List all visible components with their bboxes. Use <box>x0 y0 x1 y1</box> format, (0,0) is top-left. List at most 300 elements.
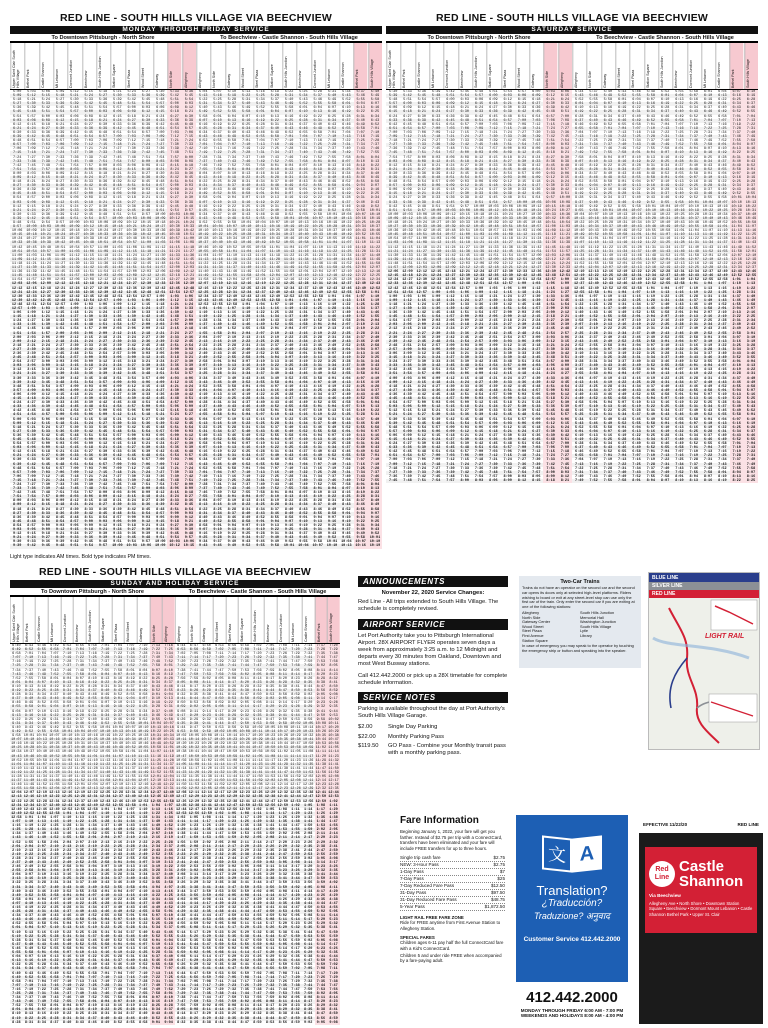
table-row: 5:00 5:03 5:06 5:09 5:12 5:15 5:18 5:21 5:24 5:27 5:30 5:33 5:36 5:04 5:07 5:10 5:13 5:16 5:19 5:22 5:25 5:28 5:31 5:34 5:37 5:40 <box>10 90 382 94</box>
table-row: 4:51 4:54 4:57 5:00 5:03 5:06 5:09 5:12 5:15 5:18 5:21 5:24 5:27 4:55 4:58 5:01 5:04 5:07 5:10 5:13 5:16 5:19 5:22 5:25 5:28 5:31 <box>10 413 382 417</box>
stop-header: Mt Lebanon <box>325 43 339 89</box>
two-car-body: Trains do not have an operator on the second car and the second car opens its doors only at selected high-level platforms. Riders wishing to board or exit at any street-level stop can use only the first car of the train. Only enter the second car if you are exiting at one of the following stations: <box>522 585 635 610</box>
stop-header: Gateway <box>601 43 615 89</box>
table-row: 3:31 3:34 3:37 3:40 3:43 3:46 3:49 3:52 3:55 3:58 4:01 4:04 4:07 3:35 3:38 3:41 3:44 3:47 3:50 3:53 3:56 3:59 4:02 4:05 4:08 4:11 <box>10 886 340 890</box>
table-row: 4:15 4:18 4:21 4:24 4:27 4:30 4:33 4:36 4:39 4:42 4:45 4:48 4:51 4:19 4:22 4:25 4:28 4:31 4:34 4:37 4:40 4:43 4:46 4:49 4:52 4:55 <box>10 397 382 401</box>
station-item: Wood Street <box>522 623 544 629</box>
map-light-rail-label: LIGHT RAIL <box>705 633 745 640</box>
stop-header: Wood Street <box>213 597 226 643</box>
table-row: 10:16 10:19 10:22 10:25 10:28 10:31 10:34 10:37 10:40 10:43 10:46 10:49 10:52 10:20 10:23 10:26 10:29 10:32 10:35 10:38 10:41 10:44 10:47 10:50 10:53 10:56 <box>11 742 339 747</box>
table-row: 5:46 5:49 5:52 5:55 5:58 6:01 6:04 6:07 6:10 6:13 6:16 6:19 6:22 5:50 5:53 5:56 5:59 6:02 6:05 6:08 6:11 6:14 6:17 6:20 6:23 6:26 <box>10 947 340 951</box>
table-row: 2:19 2:22 2:25 2:28 2:31 2:34 2:37 2:40 2:43 2:46 2:49 2:52 2:55 2:23 2:26 2:29 2:32 2:35 2:38 2:41 2:44 2:47 2:50 2:53 2:56 2:59 <box>10 853 340 857</box>
table-row: 2:37 2:40 2:43 2:46 2:49 2:52 2:55 2:58 3:01 3:04 3:07 3:10 3:13 2:41 2:44 2:47 2:50 2:53 2:56 2:59 3:02 3:05 3:08 3:11 3:14 3:17 <box>10 861 340 865</box>
table-row: 8:09 8:12 8:15 8:18 8:21 8:24 8:27 8:30 8:33 8:36 8:39 8:42 8:45 8:13 8:16 8:19 8:22 8:25 8:28 8:31 8:34 8:37 8:40 8:43 8:46 8:49 <box>10 176 382 180</box>
table-row: 2:10 2:13 2:16 2:19 2:22 2:25 2:28 2:31 2:34 2:37 2:40 2:43 2:46 2:14 2:17 2:20 2:23 2:26 2:29 2:32 2:35 2:38 2:41 2:44 2:47 2:50 <box>10 849 340 853</box>
timetable-grid <box>10 90 382 550</box>
table-row: 6:40 6:43 6:46 6:49 6:52 6:55 6:58 7:01 7:04 7:07 7:10 7:13 7:16 6:44 6:47 6:50 6:53 6:56 6:59 7:02 7:05 7:08 7:11 7:14 7:17 7:20 <box>10 644 340 648</box>
stop-header: Wood Street <box>124 597 137 643</box>
legend-note: Light type indicates AM times. Bold type indicates PM times. <box>10 554 152 560</box>
table-row: 8:00 8:03 8:06 8:09 8:12 8:15 8:18 8:21 8:24 8:27 8:30 8:33 8:36 8:04 8:07 8:10 8:13 8:16 8:19 8:22 8:25 8:28 8:31 8:34 8:37 8:40 <box>10 172 382 176</box>
outbound-headers <box>196 42 382 90</box>
stop-header: Bethel Park <box>315 597 328 643</box>
table-row: 12:15 12:18 12:21 12:24 12:27 12:30 12:33 12:36 12:39 12:42 12:45 12:48 12:51 12:19 12:22 12:25 12:28 12:31 12:34 12:37 12:40 12:43 12:46 12:49 12:52 12:55 <box>387 274 757 279</box>
table-row: 7:06 7:09 7:12 7:15 7:18 7:21 7:24 7:27 7:30 7:33 7:36 7:39 7:42 7:10 7:13 7:16 7:19 7:22 7:25 7:28 7:31 7:34 7:37 7:40 7:43 7:46 <box>10 147 382 151</box>
table-row: 8:48 8:51 8:54 8:57 9:00 9:03 9:06 9:09 9:12 9:15 9:18 9:21 9:24 8:52 8:55 8:58 9:01 9:04 9:07 9:10 9:13 9:16 9:19 9:22 9:25 9:28 <box>386 180 758 184</box>
table-row: 7:51 7:54 7:57 8:00 8:03 8:06 8:09 8:12 8:15 8:18 8:21 8:24 8:27 7:55 7:58 8:01 8:04 8:07 8:10 8:13 8:16 8:19 8:22 8:25 8:28 8:31 <box>10 168 382 172</box>
cover-panel <box>639 815 763 1024</box>
stop-header: Beechview <box>296 43 310 89</box>
table-row: 3:06 3:09 3:12 3:15 3:18 3:21 3:24 3:27 3:30 3:33 3:36 3:39 3:42 3:10 3:13 3:16 3:19 3:22 3:25 3:28 3:31 3:34 3:37 3:40 3:43 3:46 <box>386 352 758 356</box>
table-row: 10:36 10:39 10:42 10:45 10:48 10:51 10:54 10:57 11:00 11:03 11:06 11:09 11:12 10:40 10:43 10:46 10:49 10:52 10:55 10:58 11:01 11:04 11:07 11:10 11:13 11:16 <box>387 229 757 234</box>
stop-header: Bethel Park <box>729 43 743 89</box>
table-row: 10:18 10:21 10:24 10:27 10:30 10:33 10:36 10:39 10:42 10:45 10:48 10:51 10:54 10:22 10:25 10:28 10:31 10:34 10:37 10:40 10:43 10:46 10:49 10:52 10:55 10:58 <box>387 221 757 225</box>
system-map <box>648 572 760 750</box>
table-row: 2:48 2:51 2:54 2:57 3:00 3:03 3:06 3:09 3:12 3:15 3:18 3:21 3:24 2:52 2:55 2:58 3:01 3:04 3:07 3:10 3:13 3:16 3:19 3:22 3:25 3:28 <box>386 344 758 348</box>
table-row: 6:49 6:52 6:55 6:58 7:01 7:04 7:07 7:10 7:13 7:16 7:19 7:22 7:25 6:53 6:56 6:59 7:02 7:05 7:08 7:11 7:14 7:17 7:20 7:23 7:26 7:29 <box>10 976 340 980</box>
map-legend-silver: SILVER LINE <box>649 582 759 590</box>
table-row: 6:39 6:42 6:45 6:48 6:51 6:54 6:57 7:00 7:03 7:06 7:09 7:12 7:15 6:43 6:46 6:49 6:52 6:55 6:58 7:01 7:04 7:07 7:10 7:13 7:16 7:19 <box>10 463 382 467</box>
table-row: 3:24 3:27 3:30 3:33 3:36 3:39 3:42 3:45 3:48 3:51 3:54 3:57 4:00 3:28 3:31 3:34 3:37 3:40 3:43 3:46 3:49 3:52 3:55 3:58 4:01 4:04 <box>386 360 758 364</box>
service-notes-body: Parking is available throughout the day at Port Authority's South Hills Village Garage. <box>358 706 505 720</box>
stop-header: Dormont Junction <box>61 597 74 643</box>
free-zone-heading: LIGHT RAIL FREE FARE ZONE <box>400 915 464 921</box>
table-row: 2:01 2:04 2:07 2:10 2:13 2:16 2:19 2:22 2:25 2:28 2:31 2:34 2:37 2:05 2:08 2:11 2:14 2:17 2:20 2:23 2:26 2:29 2:32 2:35 2:38 2:41 <box>10 845 340 849</box>
table-row: 5:27 5:30 5:33 5:36 5:39 5:42 5:45 5:48 5:51 5:54 5:57 6:00 6:03 5:31 5:34 5:37 5:40 5:43 5:46 5:49 5:52 5:55 5:58 6:01 6:04 6:07 <box>10 430 382 434</box>
table-row: 7:15 7:18 7:21 7:24 7:27 7:30 7:33 7:36 7:39 7:42 7:45 7:48 7:51 7:19 7:22 7:25 7:28 7:31 7:34 7:37 7:40 7:43 7:46 7:49 7:52 7:55 <box>10 479 382 483</box>
table-row: 12:06 12:09 12:12 12:15 12:18 12:21 12:24 12:27 12:30 12:33 12:36 12:39 12:42 12:10 12:13 12:16 12:19 12:22 12:25 12:28 12:31 12:34 12:37 12:40 12:43 12:46 <box>387 270 757 275</box>
stop-header: Steel Plaza <box>226 597 239 643</box>
table-row: 1:51 1:54 1:57 2:00 2:03 2:06 2:09 2:12 2:15 2:18 2:21 2:24 2:27 1:55 1:58 2:01 2:04 2:07 2:10 2:13 2:16 2:19 2:22 2:25 2:28 2:31 <box>10 332 382 336</box>
table-row: 7:36 7:39 7:42 7:45 7:48 7:51 7:54 7:57 8:00 8:03 8:06 8:09 8:12 7:40 7:43 7:46 7:49 7:52 7:55 7:58 8:01 8:04 8:07 8:10 8:13 8:16 <box>386 147 758 151</box>
table-row: 7:07 7:10 7:13 7:16 7:19 7:22 7:25 7:28 7:31 7:34 7:37 7:40 7:43 7:11 7:14 7:17 7:20 7:23 7:26 7:29 7:32 7:35 7:38 7:41 7:44 7:47 <box>10 984 340 988</box>
table-row: 5:54 5:57 6:00 6:03 6:06 6:09 6:12 6:15 6:18 6:21 6:24 6:27 6:30 5:58 6:01 6:04 6:07 6:10 6:13 6:16 6:19 6:22 6:25 6:28 6:31 6:34 <box>10 115 382 119</box>
table-row: 2:57 3:00 3:03 3:06 3:09 3:12 3:15 3:18 3:21 3:24 3:27 3:30 3:33 3:01 3:04 3:07 3:10 3:13 3:16 3:19 3:22 3:25 3:28 3:31 3:34 3:37 <box>386 348 758 352</box>
table-row: 5:19 5:22 5:25 5:28 5:31 5:34 5:37 5:40 5:43 5:46 5:49 5:52 5:55 5:23 5:26 5:29 5:32 5:35 5:38 5:41 5:44 5:47 5:50 5:53 5:56 5:59 <box>10 935 340 939</box>
table-row: 2:39 2:42 2:45 2:48 2:51 2:54 2:57 3:00 3:03 3:06 3:09 3:12 3:15 2:43 2:46 2:49 2:52 2:55 2:58 3:01 3:04 3:07 3:10 3:13 3:16 3:19 <box>386 340 758 344</box>
table-row: 10:51 10:54 10:57 11:00 11:03 11:06 11:09 11:12 11:15 11:18 11:21 11:24 11:27 10:55 10:58 11:01 11:04 11:07 11:10 11:13 11:16 11:19 11:22 11:25 11:28 11:31 <box>11 249 381 254</box>
direction-outbound: To Beechview - Castle Shannon - South Hills Village <box>175 588 340 596</box>
stop-header: Station Square <box>644 43 658 89</box>
stop-header: Mt Lebanon <box>53 43 67 89</box>
outbound-headers <box>572 42 758 90</box>
direction-inbound: To Downtown Pittsburgh - North Shore <box>386 34 572 42</box>
table-row: 7:52 7:55 7:58 8:01 8:04 8:07 8:10 8:13 8:16 8:19 8:22 8:25 8:28 7:56 7:59 8:02 8:05 8:08 8:11 8:14 8:17 8:20 8:23 8:26 8:29 8:32 <box>10 677 340 681</box>
table-row: 1:43 1:46 1:49 1:52 1:55 1:58 2:01 2:04 2:07 2:10 2:13 2:16 2:19 1:47 1:50 1:53 1:56 1:59 2:02 2:05 2:08 2:11 2:14 2:17 2:20 2:23 <box>10 836 340 840</box>
table-row: 10:33 10:36 10:39 10:42 10:45 10:48 10:51 10:54 10:57 11:00 11:03 11:06 11:09 10:37 10:40 10:43 10:46 10:49 10:52 10:55 10:58 11:01 11:04 11:07 11:10 11:13 <box>11 241 381 246</box>
table-row: 5:39 5:42 5:45 5:48 5:51 5:54 5:57 6:00 6:03 6:06 6:09 6:12 6:15 5:43 5:46 5:49 5:52 5:55 5:58 6:01 6:04 6:07 6:10 6:13 6:16 6:19 <box>386 94 758 98</box>
table-row: 2:27 2:30 2:33 2:36 2:39 2:42 2:45 2:48 2:51 2:54 2:57 3:00 3:03 2:31 2:34 2:37 2:40 2:43 2:46 2:49 2:52 2:55 2:58 3:01 3:04 3:07 <box>10 348 382 352</box>
table-row: 11:10 11:13 11:16 11:19 11:22 11:25 11:28 11:31 11:34 11:37 11:40 11:43 11:46 11:14 11:17 11:20 11:23 11:26 11:29 11:32 11:35 11:38 11:41 11:44 11:47 11:50 <box>11 766 339 771</box>
map-lines <box>649 598 760 748</box>
stop-header: Allegheny <box>558 43 572 89</box>
stop-header: Bethel Park <box>23 597 36 643</box>
table-row: 8:27 8:30 8:33 8:36 8:39 8:42 8:45 8:48 8:51 8:54 8:57 9:00 9:03 8:31 8:34 8:37 8:40 8:43 8:46 8:49 8:52 8:55 8:58 9:01 9:04 9:07 <box>10 184 382 188</box>
stop-header: Beechview <box>264 597 277 643</box>
station-item: Memorial Hall <box>580 614 604 620</box>
cover-red-block <box>645 847 757 933</box>
service-band: SUNDAY AND HOLIDAY SERVICE <box>10 580 340 588</box>
table-row: 9:03 9:06 9:09 9:12 9:15 9:18 9:21 9:24 9:27 9:30 9:33 9:36 9:39 9:07 9:10 9:13 9:16 9:19 9:22 9:25 9:28 9:31 9:34 9:37 9:40 9:43 <box>10 201 382 205</box>
table-row: 5:28 5:31 5:34 5:37 5:40 5:43 5:46 5:49 5:52 5:55 5:58 6:01 6:04 5:32 5:35 5:38 5:41 5:44 5:47 5:50 5:53 5:56 5:59 6:02 6:05 6:08 <box>10 939 340 943</box>
two-car-heading: Two-Car Trains <box>560 579 600 585</box>
info-column <box>358 576 508 757</box>
table-row: 9:22 9:25 9:28 9:31 9:34 9:37 9:40 9:43 9:46 9:49 9:52 9:55 9:58 9:26 9:29 9:32 9:35 9:38 9:41 9:44 9:47 9:50 9:53 9:56 9:59 10:02 <box>12 717 339 722</box>
stop-header: Bethel Park <box>24 43 38 89</box>
fare-row: 31-Day Pass $97.50 <box>400 890 505 896</box>
table-row: 7:42 7:45 7:48 7:51 7:54 7:57 8:00 8:03 8:06 8:09 8:12 8:15 8:18 7:46 7:49 7:52 7:55 7:58 8:01 8:04 8:07 8:10 8:13 8:16 8:19 8:22 <box>10 164 382 168</box>
table-row: 5:57 6:00 6:03 6:06 6:09 6:12 6:15 6:18 6:21 6:24 6:27 6:30 6:33 6:01 6:04 6:07 6:10 6:13 6:16 6:19 6:22 6:25 6:28 6:31 6:34 6:37 <box>386 430 758 434</box>
table-row: 5:18 5:21 5:24 5:27 5:30 5:33 5:36 5:39 5:42 5:45 5:48 5:51 5:54 5:22 5:25 5:28 5:31 5:34 5:37 5:40 5:43 5:46 5:49 5:52 5:55 5:58 <box>10 98 382 102</box>
table-row: 8:30 8:33 8:36 8:39 8:42 8:45 8:48 8:51 8:54 8:57 9:00 9:03 9:06 8:34 8:37 8:40 8:43 8:46 8:49 8:52 8:55 8:58 9:01 9:04 9:07 9:10 <box>386 172 758 176</box>
cover-header <box>639 815 763 833</box>
table-row: 4:45 4:48 4:51 4:54 4:57 5:00 5:03 5:06 5:09 5:12 5:15 5:18 5:21 4:49 4:52 4:55 4:58 5:01 5:04 5:07 5:10 5:13 5:16 5:19 5:22 5:25 <box>386 397 758 401</box>
table-row: 3:30 3:33 3:36 3:39 3:42 3:45 3:48 3:51 3:54 3:57 4:00 4:03 4:06 3:34 3:37 3:40 3:43 3:46 3:49 3:52 3:55 3:58 4:01 4:04 4:07 4:10 <box>10 377 382 381</box>
table-row: 12:58 1:01 1:04 1:07 1:10 1:13 1:16 1:19 1:22 1:25 1:28 1:31 1:34 1:02 1:05 1:08 1:11 1:14 1:17 1:20 1:23 1:26 1:29 1:32 1:35 1:38 <box>10 816 340 820</box>
effective-date: EFFECTIVE 11/22/20 <box>643 821 688 827</box>
table-row: 9:39 9:42 9:45 9:48 9:51 9:54 9:57 10:00 10:03 10:06 10:09 10:12 10:15 9:43 9:46 9:49 9:52 9:55 9:58 10:01 10:04 10:07 10:10 10:13 10:16 10:19 <box>10 544 382 548</box>
stop-header: South Hills Village <box>368 43 382 89</box>
stop-header: South Hills Junction <box>658 43 672 89</box>
direction-inbound: To Downtown Pittsburgh - North Shore <box>10 588 175 596</box>
stop-header: South Hills Junction <box>86 597 99 643</box>
airport-heading: AIRPORT SERVICE <box>358 619 508 630</box>
table-row: 5:27 5:30 5:33 5:36 5:39 5:42 5:45 5:48 5:51 5:54 5:57 6:00 6:03 5:31 5:34 5:37 5:40 5:43 5:46 5:49 5:52 5:55 5:58 6:01 6:04 6:07 <box>10 102 382 106</box>
table-row: 4:33 4:36 4:39 4:42 4:45 4:48 4:51 4:54 4:57 5:00 5:03 5:06 5:09 4:37 4:40 4:43 4:46 4:49 4:52 4:55 4:58 5:01 5:04 5:07 5:10 5:13 <box>10 405 382 409</box>
table-row: 8:12 8:15 8:18 8:21 8:24 8:27 8:30 8:33 8:36 8:39 8:42 8:45 8:48 8:16 8:19 8:22 8:25 8:28 8:31 8:34 8:37 8:40 8:43 8:46 8:49 8:52 <box>386 164 758 168</box>
cover-via: Via Beechview <box>649 893 681 898</box>
contact-hours-weekday: MONDAY THROUGH FRIDAY 6:00 AM - 7:00 PM <box>520 1008 624 1013</box>
table-row: 3:21 3:24 3:27 3:30 3:33 3:36 3:39 3:42 3:45 3:48 3:51 3:54 3:57 3:25 3:28 3:31 3:34 3:37 3:40 3:43 3:46 3:49 3:52 3:55 3:58 4:01 <box>10 372 382 376</box>
table-row: 6:57 7:00 7:03 7:06 7:09 7:12 7:15 7:18 7:21 7:24 7:27 7:30 7:33 7:01 7:04 7:07 7:10 7:13 7:16 7:19 7:22 7:25 7:28 7:31 7:34 7:37 <box>10 471 382 475</box>
table-row: 4:36 4:39 4:42 4:45 4:48 4:51 4:54 4:57 5:00 5:03 5:06 5:09 5:12 4:40 4:43 4:46 4:49 4:52 4:55 4:58 5:01 5:04 5:07 5:10 5:13 5:16 <box>386 393 758 397</box>
saturday-schedule <box>386 12 758 484</box>
table-row: 7:09 7:12 7:15 7:18 7:21 7:24 7:27 7:30 7:33 7:36 7:39 7:42 7:45 7:13 7:16 7:19 7:22 7:25 7:28 7:31 7:34 7:37 7:40 7:43 7:46 7:49 <box>386 463 758 467</box>
table-row: 8:09 8:12 8:15 8:18 8:21 8:24 8:27 8:30 8:33 8:36 8:39 8:42 8:45 8:13 8:16 8:19 8:22 8:25 8:28 8:31 8:34 8:37 8:40 8:43 8:46 8:49 <box>10 503 382 507</box>
table-row: 2:54 2:57 3:00 3:03 3:06 3:09 3:12 3:15 3:18 3:21 3:24 3:27 3:30 2:58 3:01 3:04 3:07 3:10 3:13 3:16 3:19 3:22 3:25 3:28 3:31 3:34 <box>10 360 382 364</box>
table-row: 9:39 9:42 9:45 9:48 9:51 9:54 9:57 10:00 10:03 10:06 10:09 10:12 10:15 9:43 9:46 9:49 9:52 9:55 9:58 10:01 10:04 10:07 10:10 10:13 10:16 10:19 <box>10 217 382 221</box>
stop-header: Castle Shannon <box>39 43 53 89</box>
table-row: 7:43 7:46 7:49 7:52 7:55 7:58 8:01 8:04 8:07 8:10 8:13 8:16 8:19 7:47 7:50 7:53 7:56 7:59 8:02 8:05 8:08 8:11 8:14 8:17 8:20 8:23 <box>10 673 340 677</box>
stop-header: Castle Shannon <box>715 43 729 89</box>
table-row: 8:45 8:48 8:51 8:54 8:57 9:00 9:03 9:06 9:09 9:12 9:15 9:18 9:21 8:49 8:52 8:55 8:58 9:01 9:04 9:07 9:10 9:13 9:16 9:19 9:22 9:25 <box>10 192 382 196</box>
table-row: 6:21 6:24 6:27 6:30 6:33 6:36 6:39 6:42 6:45 6:48 6:51 6:54 6:57 6:25 6:28 6:31 6:34 6:37 6:40 6:43 6:46 6:49 6:52 6:55 6:58 7:01 <box>10 454 382 458</box>
table-row: 12:51 12:54 12:57 1:00 1:03 1:06 1:09 1:12 1:15 1:18 1:21 1:24 1:27 12:55 12:58 1:01 1:04 1:07 1:10 1:13 1:16 1:19 1:22 1:25 1:28 1:31 <box>386 291 758 295</box>
table-row: 3:12 3:15 3:18 3:21 3:24 3:27 3:30 3:33 3:36 3:39 3:42 3:45 3:48 3:16 3:19 3:22 3:25 3:28 3:31 3:34 3:37 3:40 3:43 3:46 3:49 3:52 <box>10 368 382 372</box>
table-row: 10:07 10:10 10:13 10:16 10:19 10:22 10:25 10:28 10:31 10:34 10:37 10:40 10:43 10:11 10:14 10:17 10:20 10:23 10:26 10:29 10:32 10:35 10:38 10:41 10:44 10:47 <box>11 738 339 743</box>
table-row: 11:28 11:31 11:34 11:37 11:40 11:43 11:46 11:49 11:52 11:55 11:58 12:01 12:04 11:32 11:35 11:38 11:41 11:44 11:47 11:50 11:53 11:56 11:59 12:02 12:05 12:08 <box>11 775 339 779</box>
table-row: 9:06 9:09 9:12 9:15 9:18 9:21 9:24 9:27 9:30 9:33 9:36 9:39 9:42 9:10 9:13 9:16 9:19 9:22 9:25 9:28 9:31 9:34 9:37 9:40 9:43 9:46 <box>386 188 758 192</box>
stop-header: Gateway <box>137 597 150 643</box>
announcements-body: Red Line - All trips extended to South Hills Village. The schedule is completely revised. <box>358 599 499 613</box>
table-row: 2:03 2:06 2:09 2:12 2:15 2:18 2:21 2:24 2:27 2:30 2:33 2:36 2:39 2:07 2:10 2:13 2:16 2:19 2:22 2:25 2:28 2:31 2:34 2:37 2:40 2:43 <box>386 323 758 327</box>
table-row: 8:03 8:06 8:09 8:12 8:15 8:18 8:21 8:24 8:27 8:30 8:33 8:36 8:39 8:07 8:10 8:13 8:16 8:19 8:22 8:25 8:28 8:31 8:34 8:37 8:40 8:43 <box>386 160 758 164</box>
table-row: 3:33 3:36 3:39 3:42 3:45 3:48 3:51 3:54 3:57 4:00 4:03 4:06 4:09 3:37 3:40 3:43 3:46 3:49 3:52 3:55 3:58 4:01 4:04 4:07 4:10 4:13 <box>386 364 758 368</box>
table-row: 4:07 4:10 4:13 4:16 4:19 4:22 4:25 4:28 4:31 4:34 4:37 4:40 4:43 4:11 4:14 4:17 4:20 4:23 4:26 4:29 4:32 4:35 4:38 4:41 4:44 4:47 <box>10 902 340 906</box>
stop-header: Mt Lebanon <box>701 43 715 89</box>
table-row: 1:06 1:09 1:12 1:15 1:18 1:21 1:24 1:27 1:30 1:33 1:36 1:39 1:42 1:10 1:13 1:16 1:19 1:22 1:25 1:28 1:31 1:34 1:37 1:40 1:43 1:46 <box>10 311 382 315</box>
table-row: 7:42 7:45 7:48 7:51 7:54 7:57 8:00 8:03 8:06 8:09 8:12 8:15 8:18 7:46 7:49 7:52 7:55 7:58 8:01 8:04 8:07 8:10 8:13 8:16 8:19 8:22 <box>10 491 382 495</box>
stop-header: Mt Lebanon <box>429 43 443 89</box>
table-row: 6:51 6:54 6:57 7:00 7:03 7:06 7:09 7:12 7:15 7:18 7:21 7:24 7:27 6:55 6:58 7:01 7:04 7:07 7:10 7:13 7:16 7:19 7:22 7:25 7:28 7:31 <box>386 127 758 131</box>
table-row: 7:24 7:27 7:30 7:33 7:36 7:39 7:42 7:45 7:48 7:51 7:54 7:57 8:00 7:28 7:31 7:34 7:37 7:40 7:43 7:46 7:49 7:52 7:55 7:58 8:01 8:04 <box>10 156 382 160</box>
airport-body: Let Port Authority take you to Pittsburgh International Airport. 28X AIRPORT FLYER operates seven days a week from approximately 3:25 a.m. to 12 Midnight and departs every 30 minutes from Oakland, Downtown and most West Busway stations. <box>358 632 502 668</box>
station-item: Washington Junction <box>580 619 616 625</box>
table-row: 10:42 10:45 10:48 10:51 10:54 10:57 11:00 11:03 11:06 11:09 11:12 11:15 11:18 10:46 10:49 10:52 10:55 10:58 11:01 11:04 11:07 11:10 11:13 11:16 11:19 11:22 <box>11 245 381 250</box>
table-row: 2:45 2:48 2:51 2:54 2:57 3:00 3:03 3:06 3:09 3:12 3:15 3:18 3:21 2:49 2:52 2:55 2:58 3:01 3:04 3:07 3:10 3:13 3:16 3:19 3:22 3:25 <box>10 356 382 360</box>
table-row: 11:39 11:42 11:45 11:48 11:51 11:54 11:57 12:00 12:03 12:06 12:09 12:12 12:15 11:43 11:46 11:49 11:52 11:55 11:58 12:01 12:04 12:07 12:10 12:13 12:16 12:19 <box>387 257 757 262</box>
stop-header: South Hills Junction <box>96 43 110 89</box>
table-row: 5:36 5:39 5:42 5:45 5:48 5:51 5:54 5:57 6:00 6:03 6:06 6:09 6:12 5:40 5:43 5:46 5:49 5:52 5:55 5:58 6:01 6:04 6:07 6:10 6:13 6:16 <box>10 434 382 438</box>
table-row: 12:13 12:16 12:19 12:22 12:25 12:28 12:31 12:34 12:37 12:40 12:43 12:46 12:49 12:17 12:20 12:23 12:26 12:29 12:32 12:35 12:38 12:41 12:44 12:47 12:50 12:53 <box>11 795 339 800</box>
table-row: 11:01 11:04 11:07 11:10 11:13 11:16 11:19 11:22 11:25 11:28 11:31 11:34 11:37 11:05 11:08 11:11 11:14 11:17 11:20 11:23 11:26 11:29 11:32 11:35 11:38 11:41 <box>11 762 339 767</box>
table-row: 8:57 9:00 9:03 9:06 9:09 9:12 9:15 9:18 9:21 9:24 9:27 9:30 9:33 9:01 9:04 9:07 9:10 9:13 9:16 9:19 9:22 9:25 9:28 9:31 9:34 9:37 <box>386 184 758 188</box>
table-row: 12:12 12:15 12:18 12:21 12:24 12:27 12:30 12:33 12:36 12:39 12:42 12:45 12:48 12:16 12:19 12:22 12:25 12:28 12:31 12:34 12:37 12:40 12:43 12:46 12:49 12:52 <box>11 286 381 291</box>
table-row: 6:03 6:06 6:09 6:12 6:15 6:18 6:21 6:24 6:27 6:30 6:33 6:36 6:39 6:07 6:10 6:13 6:16 6:19 6:22 6:25 6:28 6:31 6:34 6:37 6:40 6:43 <box>10 119 382 123</box>
table-row: 12:03 12:06 12:09 12:12 12:15 12:18 12:21 12:24 12:27 12:30 12:33 12:36 12:39 12:07 12:10 12:13 12:16 12:19 12:22 12:25 12:28 12:31 12:34 12:37 12:40 12:43 <box>11 282 381 287</box>
table-row: 12:39 12:42 12:45 12:48 12:51 12:54 12:57 1:00 1:03 1:06 1:09 1:12 1:15 12:43 12:46 12:49 12:52 12:55 12:58 1:01 1:04 1:07 1:10 1:13 1:16 1:19 <box>10 299 382 303</box>
outbound-headers <box>175 596 340 644</box>
table-row: 8:28 8:31 8:34 8:37 8:40 8:43 8:46 8:49 8:52 8:55 8:58 9:01 9:04 8:32 8:35 8:38 8:41 8:44 8:47 8:50 8:53 8:56 8:59 9:02 9:05 9:08 <box>10 693 340 697</box>
timetable-grid <box>10 644 340 1028</box>
stop-header: Steel Plaza <box>112 597 125 643</box>
stop-header: Beechview <box>458 43 472 89</box>
table-row: 4:27 4:30 4:33 4:36 4:39 4:42 4:45 4:48 4:51 4:54 4:57 5:00 5:03 4:31 4:34 4:37 4:40 4:43 4:46 4:49 4:52 4:55 4:58 5:01 5:04 5:07 <box>386 389 758 393</box>
table-row: 5:30 5:33 5:36 5:39 5:42 5:45 5:48 5:51 5:54 5:57 6:00 6:03 6:06 5:34 5:37 5:40 5:43 5:46 5:49 5:52 5:55 5:58 6:01 6:04 6:07 6:10 <box>386 418 758 422</box>
table-row: 8:19 8:22 8:25 8:28 8:31 8:34 8:37 8:40 8:43 8:46 8:49 8:52 8:55 8:23 8:26 8:29 8:32 8:35 8:38 8:41 8:44 8:47 8:50 8:53 8:56 8:59 <box>10 1017 340 1021</box>
stop-header: Steel Plaza <box>125 43 139 89</box>
station-item: Lytle <box>580 628 589 634</box>
table-row: 7:15 7:18 7:21 7:24 7:27 7:30 7:33 7:36 7:39 7:42 7:45 7:48 7:51 7:19 7:22 7:25 7:28 7:31 7:34 7:37 7:40 7:43 7:46 7:49 7:52 7:55 <box>10 151 382 155</box>
table-row: 6:21 6:24 6:27 6:30 6:33 6:36 6:39 6:42 6:45 6:48 6:51 6:54 6:57 6:25 6:28 6:31 6:34 6:37 6:40 6:43 6:46 6:49 6:52 6:55 6:58 7:01 <box>10 127 382 131</box>
stop-header: Station Square <box>99 597 112 643</box>
table-row: 1:34 1:37 1:40 1:43 1:46 1:49 1:52 1:55 1:58 2:01 2:04 2:07 2:10 1:38 1:41 1:44 1:47 1:50 1:53 1:56 1:59 2:02 2:05 2:08 2:11 2:14 <box>10 832 340 836</box>
table-row: 6:30 6:33 6:36 6:39 6:42 6:45 6:48 6:51 6:54 6:57 7:00 7:03 7:06 6:34 6:37 6:40 6:43 6:46 6:49 6:52 6:55 6:58 7:01 7:04 7:07 7:10 <box>10 458 382 462</box>
table-row: 1:45 1:48 1:51 1:54 1:57 2:00 2:03 2:06 2:09 2:12 2:15 2:18 2:21 1:49 1:52 1:55 1:58 2:01 2:04 2:07 2:10 2:13 2:16 2:19 2:22 2:25 <box>386 315 758 319</box>
stop-header: Station Square <box>486 43 500 89</box>
table-row: 9:15 9:18 9:21 9:24 9:27 9:30 9:33 9:36 9:39 9:42 9:45 9:48 9:51 9:19 9:22 9:25 9:28 9:31 9:34 9:37 9:40 9:43 9:46 9:49 9:52 9:55 <box>386 192 758 196</box>
table-row: 9:40 9:43 9:46 9:49 9:52 9:55 9:58 10:01 10:04 10:07 10:10 10:13 10:16 9:44 9:47 9:50 9:53 9:56 9:59 10:02 10:05 10:08 10:11 10:14 10:17 10:20 <box>12 725 339 730</box>
table-row: 5:48 5:51 5:54 5:57 6:00 6:03 6:06 6:09 6:12 6:15 6:18 6:21 6:24 5:52 5:55 5:58 6:01 6:04 6:07 6:10 6:13 6:16 6:19 6:22 6:25 6:28 <box>386 426 758 430</box>
stop-header: North Side <box>167 43 181 89</box>
contact-phone: 412.442.2000 <box>526 989 618 1006</box>
stop-header: Station Square <box>268 43 282 89</box>
table-row: 7:16 7:19 7:22 7:25 7:28 7:31 7:34 7:37 7:40 7:43 7:46 7:49 7:52 7:20 7:23 7:26 7:29 7:32 7:35 7:38 7:41 7:44 7:47 7:50 7:53 7:56 <box>10 988 340 992</box>
table-row: 9:04 9:07 9:10 9:13 9:16 9:19 9:22 9:25 9:28 9:31 9:34 9:37 9:40 9:08 9:11 9:14 9:17 9:20 9:23 9:26 9:29 9:32 9:35 9:38 9:41 9:44 <box>10 710 340 714</box>
stop-header: North Side <box>150 597 163 643</box>
parking-item: $22.00 Monthly Parking Pass <box>358 733 445 740</box>
table-row: 9:33 9:36 9:39 9:42 9:45 9:48 9:51 9:54 9:57 10:00 10:03 10:06 10:09 9:37 9:40 9:43 9:46 9:49 9:52 9:55 9:58 10:01 10:04 10:07 10:10 10:13 <box>386 201 758 205</box>
contact-box <box>516 982 628 1024</box>
schedule-title: RED LINE - SOUTH HILLS VILLAGE VIA BEECHVIEW <box>435 12 709 24</box>
table-row: 3:39 3:42 3:45 3:48 3:51 3:54 3:57 4:00 4:03 4:06 4:09 4:12 4:15 3:43 3:46 3:49 3:52 3:55 3:58 4:01 4:04 4:07 4:10 4:13 4:16 4:19 <box>10 381 382 385</box>
translation-es: ¿Traducción? <box>541 898 603 909</box>
table-row: 3:13 3:16 3:19 3:22 3:25 3:28 3:31 3:34 3:37 3:40 3:43 3:46 3:49 3:17 3:20 3:23 3:26 3:29 3:32 3:35 3:38 3:41 3:44 3:47 3:50 3:53 <box>10 877 340 881</box>
table-row: 6:13 6:16 6:19 6:22 6:25 6:28 6:31 6:34 6:37 6:40 6:43 6:46 6:49 6:17 6:20 6:23 6:26 6:29 6:32 6:35 6:38 6:41 6:44 6:47 6:50 6:53 <box>10 959 340 963</box>
table-row: 9:31 9:34 9:37 9:40 9:43 9:46 9:49 9:52 9:55 9:58 10:01 10:04 10:07 9:35 9:38 9:41 9:44 9:47 9:50 9:53 9:56 9:59 10:02 10:05 10:08 10:11 <box>10 722 340 726</box>
customer-service-line: Customer Service 412.442.2000 <box>523 936 621 943</box>
stop-header: South Hills Village <box>327 597 340 643</box>
table-row: 9:58 10:01 10:04 10:07 10:10 10:13 10:16 10:19 10:22 10:25 10:28 10:31 10:34 10:02 10:05 10:08 10:11 10:14 10:17 10:20 10:23 10:26 10:29 10:32 10:35 10:38 <box>12 734 339 739</box>
stop-header: Station Square <box>238 597 251 643</box>
stop-header: Gateway <box>225 43 239 89</box>
stop-header: Upper Saint Clair South Hills Village <box>10 597 23 643</box>
schedule-title: RED LINE - SOUTH HILLS VILLAGE VIA BEECHVIEW <box>38 566 312 578</box>
table-row: 8:19 8:22 8:25 8:28 8:31 8:34 8:37 8:40 8:43 8:46 8:49 8:52 8:55 8:23 8:26 8:29 8:32 8:35 8:38 8:41 8:44 8:47 8:50 8:53 8:56 8:59 <box>10 689 340 693</box>
table-row: 7:27 7:30 7:33 7:36 7:39 7:42 7:45 7:48 7:51 7:54 7:57 8:00 8:03 7:31 7:34 7:37 7:40 7:43 7:46 7:49 7:52 7:55 7:58 8:01 8:04 8:07 <box>386 471 758 475</box>
table-row: 6:22 6:25 6:28 6:31 6:34 6:37 6:40 6:43 6:46 6:49 6:52 6:55 6:58 6:26 6:29 6:32 6:35 6:38 6:41 6:44 6:47 6:50 6:53 6:56 6:59 7:02 <box>10 963 340 967</box>
table-row: 11:00 11:03 11:06 11:09 11:12 11:15 11:18 11:21 11:24 11:27 11:30 11:33 11:36 11:04 11:07 11:10 11:13 11:16 11:19 11:22 11:25 11:28 11:31 11:34 11:37 11:40 <box>11 253 381 258</box>
table-row: 1:33 1:36 1:39 1:42 1:45 1:48 1:51 1:54 1:57 2:00 2:03 2:06 2:09 1:37 1:40 1:43 1:46 1:49 1:52 1:55 1:58 2:01 2:04 2:07 2:10 2:13 <box>10 323 382 327</box>
sunday-schedule <box>10 566 340 1028</box>
table-row: 5:09 5:12 5:15 5:18 5:21 5:24 5:27 5:30 5:33 5:36 5:39 5:42 5:45 5:13 5:16 5:19 5:22 5:25 5:28 5:31 5:34 5:37 5:40 5:43 5:46 5:49 <box>10 94 382 98</box>
table-row: 12:24 12:27 12:30 12:33 12:36 12:39 12:42 12:45 12:48 12:51 12:54 12:57 1:00 12:28 12:31 12:34 12:37 12:40 12:43 12:46 12:49 12:52 12:55 12:58 1:01 1:04 <box>386 278 758 282</box>
table-row: 3:03 3:06 3:09 3:12 3:15 3:18 3:21 3:24 3:27 3:30 3:33 3:36 3:39 3:07 3:10 3:13 3:16 3:19 3:22 3:25 3:28 3:31 3:34 3:37 3:40 3:43 <box>10 364 382 368</box>
fare-information <box>400 815 505 964</box>
table-row: 12:42 12:45 12:48 12:51 12:54 12:57 1:00 1:03 1:06 1:09 1:12 1:15 1:18 12:46 12:49 12:52 12:55 12:58 1:01 1:04 1:07 1:10 1:13 1:16 1:19 1:22 <box>386 287 758 291</box>
stop-header: North Side <box>586 43 600 89</box>
table-row: 12:40 12:43 12:46 12:49 12:52 12:55 12:58 1:01 1:04 1:07 1:10 1:13 1:16 12:44 12:47 12:50 12:53 12:56 12:59 1:02 1:05 1:08 1:11 1:14 1:17 1:20 <box>10 808 340 812</box>
table-row: 8:37 8:40 8:43 8:46 8:49 8:52 8:55 8:58 9:01 9:04 9:07 9:10 9:13 8:41 8:44 8:47 8:50 8:53 8:56 8:59 9:02 9:05 9:08 9:11 9:14 9:17 <box>10 697 340 701</box>
table-row: 6:42 6:45 6:48 6:51 6:54 6:57 7:00 7:03 7:06 7:09 7:12 7:15 7:18 6:46 6:49 6:52 6:55 6:58 7:01 7:04 7:07 7:10 7:13 7:16 7:19 7:22 <box>386 450 758 454</box>
service-band: SATURDAY SERVICE <box>386 26 758 34</box>
table-row: 1:52 1:55 1:58 2:01 2:04 2:07 2:10 2:13 2:16 2:19 2:22 2:25 2:28 1:56 1:59 2:02 2:05 2:08 2:11 2:14 2:17 2:20 2:23 2:26 2:29 2:32 <box>10 841 340 845</box>
table-row: 7:25 7:28 7:31 7:34 7:37 7:40 7:43 7:46 7:49 7:52 7:55 7:58 8:01 7:29 7:32 7:35 7:38 7:41 7:44 7:47 7:50 7:53 7:56 7:59 8:02 8:05 <box>10 992 340 996</box>
stop-header: Castle Shannon <box>35 597 48 643</box>
table-row: 11:09 11:12 11:15 11:18 11:21 11:24 11:27 11:30 11:33 11:36 11:39 11:42 11:45 11:13 11:16 11:19 11:22 11:25 11:28 11:31 11:34 11:37 11:40 11:43 11:46 11:49 <box>11 257 381 262</box>
table-row: 7:07 7:10 7:13 7:16 7:19 7:22 7:25 7:28 7:31 7:34 7:37 7:40 7:43 7:11 7:14 7:17 7:20 7:23 7:26 7:29 7:32 7:35 7:38 7:41 7:44 7:47 <box>10 656 340 660</box>
stop-header: Wood Street <box>239 43 253 89</box>
table-row: 6:06 6:09 6:12 6:15 6:18 6:21 6:24 6:27 6:30 6:33 6:36 6:39 6:42 6:10 6:13 6:16 6:19 6:22 6:25 6:28 6:31 6:34 6:37 6:40 6:43 6:46 <box>386 434 758 438</box>
table-row: 10:43 10:46 10:49 10:52 10:55 10:58 11:01 11:04 11:07 11:10 11:13 11:16 11:19 10:47 10:50 10:53 10:56 10:59 11:02 11:05 11:08 11:11 11:14 11:17 11:20 11:23 <box>11 754 339 759</box>
table-row: 11:36 11:39 11:42 11:45 11:48 11:51 11:54 11:57 12:00 12:03 12:06 12:09 12:12 11:40 11:43 11:46 11:49 11:52 11:55 11:58 12:01 12:04 12:07 12:10 12:13 12:16 <box>11 270 381 275</box>
stop-header: Steel Plaza <box>253 43 267 89</box>
table-row: 8:36 8:39 8:42 8:45 8:48 8:51 8:54 8:57 9:00 9:03 9:06 9:09 9:12 8:40 8:43 8:46 8:49 8:52 8:55 8:58 9:01 9:04 9:07 9:10 9:13 9:16 <box>10 188 382 192</box>
table-row: 5:10 5:13 5:16 5:19 5:22 5:25 5:28 5:31 5:34 5:37 5:40 5:43 5:46 5:14 5:17 5:20 5:23 5:26 5:29 5:32 5:35 5:38 5:41 5:44 5:47 5:50 <box>10 931 340 935</box>
table-row: 1:09 1:12 1:15 1:18 1:21 1:24 1:27 1:30 1:33 1:36 1:39 1:42 1:45 1:13 1:16 1:19 1:22 1:25 1:28 1:31 1:34 1:37 1:40 1:43 1:46 1:49 <box>386 299 758 303</box>
table-row: 7:36 7:39 7:42 7:45 7:48 7:51 7:54 7:57 8:00 8:03 8:06 8:09 8:12 7:40 7:43 7:46 7:49 7:52 7:55 7:58 8:01 8:04 8:07 8:10 8:13 8:16 <box>386 475 758 479</box>
stop-header: Allegheny <box>175 597 188 643</box>
table-row: 12:21 12:24 12:27 12:30 12:33 12:36 12:39 12:42 12:45 12:48 12:51 12:54 12:57 12:25 12:28 12:31 12:34 12:37 12:40 12:43 12:46 12:49 12:52 12:55 12:58 1:01 <box>10 291 382 295</box>
stop-header: Castle Shannon <box>415 43 429 89</box>
stop-header: Dormont Junction <box>687 43 701 89</box>
direction-outbound: To Beechview - Castle Shannon - South Hills Village <box>572 34 758 42</box>
table-row: 6:57 7:00 7:03 7:06 7:09 7:12 7:15 7:18 7:21 7:24 7:27 7:30 7:33 7:01 7:04 7:07 7:10 7:13 7:16 7:19 7:22 7:25 7:28 7:31 7:34 7:37 <box>10 143 382 147</box>
stop-header: Beechview <box>73 597 86 643</box>
table-row: 3:15 3:18 3:21 3:24 3:27 3:30 3:33 3:36 3:39 3:42 3:45 3:48 3:51 3:19 3:22 3:25 3:28 3:31 3:34 3:37 3:40 3:43 3:46 3:49 3:52 3:55 <box>386 356 758 360</box>
stop-header: Beechview <box>672 43 686 89</box>
table-row: 8:54 8:57 9:00 9:03 9:06 9:09 9:12 9:15 9:18 9:21 9:24 9:27 9:30 8:58 9:01 9:04 9:07 9:10 9:13 9:16 9:19 9:22 9:25 9:28 9:31 9:34 <box>10 196 382 200</box>
fare-row: 7-Day Pass $25 <box>400 876 505 882</box>
table-row: 10:52 10:55 10:58 11:01 11:04 11:07 11:10 11:13 11:16 11:19 11:22 11:25 11:28 10:56 10:59 11:02 11:05 11:08 11:11 11:14 11:17 11:20 11:23 11:26 11:29 11:32 <box>11 758 339 763</box>
station-item: Library <box>580 632 592 638</box>
table-row: 3:58 4:01 4:04 4:07 4:10 4:13 4:16 4:19 4:22 4:25 4:28 4:31 4:34 4:02 4:05 4:08 4:11 4:14 4:17 4:20 4:23 4:26 4:29 4:32 4:35 4:38 <box>10 898 340 902</box>
inbound-headers <box>386 42 572 90</box>
table-row: 2:36 2:39 2:42 2:45 2:48 2:51 2:54 2:57 3:00 3:03 3:06 3:09 3:12 2:40 2:43 2:46 2:49 2:52 2:55 2:58 3:01 3:04 3:07 3:10 3:13 3:16 <box>10 352 382 356</box>
table-row: 1:18 1:21 1:24 1:27 1:30 1:33 1:36 1:39 1:42 1:45 1:48 1:51 1:54 1:22 1:25 1:28 1:31 1:34 1:37 1:40 1:43 1:46 1:49 1:52 1:55 1:58 <box>386 303 758 307</box>
airport-call: Call 412.442.2000 or pick up a 28X timetable for complete schedule information. <box>358 672 508 686</box>
table-row: 3:49 3:52 3:55 3:58 4:01 4:04 4:07 4:10 4:13 4:16 4:19 4:22 4:25 3:53 3:56 3:59 4:02 4:05 4:08 4:11 4:14 4:17 4:20 4:23 4:26 4:29 <box>10 894 340 898</box>
table-row: 9:21 9:24 9:27 9:30 9:33 9:36 9:39 9:42 9:45 9:48 9:51 9:54 9:57 9:25 9:28 9:31 9:34 9:37 9:40 9:43 9:46 9:49 9:52 9:55 9:58 10:01 <box>10 209 382 213</box>
table-row: 4:00 4:03 4:06 4:09 4:12 4:15 4:18 4:21 4:24 4:27 4:30 4:33 4:36 4:04 4:07 4:10 4:13 4:16 4:19 4:22 4:25 4:28 4:31 4:34 4:37 4:40 <box>386 377 758 381</box>
table-row: 1:16 1:19 1:22 1:25 1:28 1:31 1:34 1:37 1:40 1:43 1:46 1:49 1:52 1:20 1:23 1:26 1:29 1:32 1:35 1:38 1:41 1:44 1:47 1:50 1:53 1:56 <box>10 824 340 828</box>
stop-header: Upper Saint Clair South Hills Village <box>386 43 400 89</box>
table-row: 10:15 10:18 10:21 10:24 10:27 10:30 10:33 10:36 10:39 10:42 10:45 10:48 10:51 10:19 10:22 10:25 10:28 10:31 10:34 10:37 10:40 10:43 10:46 10:49 10:52 10:55 <box>11 233 381 238</box>
table-row: 11:21 11:24 11:27 11:30 11:33 11:36 11:39 11:42 11:45 11:48 11:51 11:54 11:57 11:25 11:28 11:31 11:34 11:37 11:40 11:43 11:46 11:49 11:52 11:55 11:58 12:01 <box>387 249 757 254</box>
table-row: 3:51 3:54 3:57 4:00 4:03 4:06 4:09 4:12 4:15 4:18 4:21 4:24 4:27 3:55 3:58 4:01 4:04 4:07 4:10 4:13 4:16 4:19 4:22 4:25 4:28 4:31 <box>386 372 758 376</box>
table-row: 7:25 7:28 7:31 7:34 7:37 7:40 7:43 7:46 7:49 7:52 7:55 7:58 8:01 7:29 7:32 7:35 7:38 7:41 7:44 7:47 7:50 7:53 7:56 7:59 8:02 8:05 <box>10 664 340 668</box>
fare-intro: Beginning January 1, 2022, your fare will get you farther. Instead of $2.75 per trip with a ConnectCard, transfers have been eliminated and your fare will include FREE transfers for up to three hours. <box>400 829 503 851</box>
table-row: 7:34 7:37 7:40 7:43 7:46 7:49 7:52 7:55 7:58 8:01 8:04 8:07 8:10 7:38 7:41 7:44 7:47 7:50 7:53 7:56 7:59 8:02 8:05 8:08 8:11 8:14 <box>10 669 340 673</box>
table-row: 7:06 7:09 7:12 7:15 7:18 7:21 7:24 7:27 7:30 7:33 7:36 7:39 7:42 7:10 7:13 7:16 7:19 7:22 7:25 7:28 7:31 7:34 7:37 7:40 7:43 7:46 <box>10 475 382 479</box>
fare-row: Single trip cash fare $2.75 <box>400 855 505 861</box>
table-row: 5:03 5:06 5:09 5:12 5:15 5:18 5:21 5:24 5:27 5:30 5:33 5:36 5:39 5:07 5:10 5:13 5:16 5:19 5:22 5:25 5:28 5:31 5:34 5:37 5:40 5:43 <box>386 405 758 409</box>
table-row: 9:51 9:54 9:57 10:00 10:03 10:06 10:09 10:12 10:15 10:18 10:21 10:24 10:27 9:55 9:58 10:01 10:04 10:07 10:10 10:13 10:16 10:19 10:22 10:25 10:28 10:31 <box>386 209 758 213</box>
announcements-heading: ANNOUNCEMENTS <box>358 576 508 587</box>
table-row: 4:06 4:09 4:12 4:15 4:18 4:21 4:24 4:27 4:30 4:33 4:36 4:39 4:42 4:10 4:13 4:16 4:19 4:22 4:25 4:28 4:31 4:34 4:37 4:40 4:43 4:46 <box>10 393 382 397</box>
table-row: 4:34 4:37 4:40 4:43 4:46 4:49 4:52 4:55 4:58 5:01 5:04 5:07 5:10 4:38 4:41 4:44 4:47 4:50 4:53 4:56 4:59 5:02 5:05 5:08 5:11 5:14 <box>10 914 340 918</box>
table-row: 8:28 8:31 8:34 8:37 8:40 8:43 8:46 8:49 8:52 8:55 8:58 9:01 9:04 8:32 8:35 8:38 8:41 8:44 8:47 8:50 8:53 8:56 8:59 9:02 9:05 9:08 <box>10 1021 340 1025</box>
stop-header: Gateway <box>529 43 543 89</box>
stop-header: Dormont Junction <box>277 597 290 643</box>
table-row: 11:57 12:00 12:03 12:06 12:09 12:12 12:15 12:18 12:21 12:24 12:27 12:30 12:33 12:01 12:04 12:07 12:10 12:13 12:16 12:19 12:22 12:25 12:28 12:31 12:34 12:37 <box>387 266 757 271</box>
table-row: 8:18 8:21 8:24 8:27 8:30 8:33 8:36 8:39 8:42 8:45 8:48 8:51 8:54 8:22 8:25 8:28 8:31 8:34 8:37 8:40 8:43 8:46 8:49 8:52 8:55 8:58 <box>10 180 382 184</box>
station-item: North Side <box>522 614 541 620</box>
table-row: 4:09 4:12 4:15 4:18 4:21 4:24 4:27 4:30 4:33 4:36 4:39 4:42 4:45 4:13 4:16 4:19 4:22 4:25 4:28 4:31 4:34 4:37 4:40 4:43 4:46 4:49 <box>386 381 758 385</box>
inbound-headers <box>10 42 196 90</box>
stop-header: Steel Plaza <box>629 43 643 89</box>
parking-item: $119.50 GO Pass - Combine your Monthly transit pass with a monthly parking pass. <box>358 742 506 757</box>
table-row: 4:16 4:19 4:22 4:25 4:28 4:31 4:34 4:37 4:40 4:43 4:46 4:49 4:52 4:20 4:23 4:26 4:29 4:32 4:35 4:38 4:41 4:44 4:47 4:50 4:53 4:56 <box>10 906 340 910</box>
free-zone-body: Ride for FREE anytime from First Avenue Station to Allegheny Station. <box>400 920 501 931</box>
stop-header: Wood Street <box>615 43 629 89</box>
table-row: 6:15 6:18 6:21 6:24 6:27 6:30 6:33 6:36 6:39 6:42 6:45 6:48 6:51 6:19 6:22 6:25 6:28 6:31 6:34 6:37 6:40 6:43 6:46 6:49 6:52 6:55 <box>386 438 758 442</box>
table-row: 6:24 6:27 6:30 6:33 6:36 6:39 6:42 6:45 6:48 6:51 6:54 6:57 7:00 6:28 6:31 6:34 6:37 6:40 6:43 6:46 6:49 6:52 6:55 6:58 7:01 7:04 <box>386 115 758 119</box>
table-row: 8:01 8:04 8:07 8:10 8:13 8:16 8:19 8:22 8:25 8:28 8:31 8:34 8:37 8:05 8:08 8:11 8:14 8:17 8:20 8:23 8:26 8:29 8:32 8:35 8:38 8:41 <box>10 1008 340 1012</box>
table-row: 1:07 1:10 1:13 1:16 1:19 1:22 1:25 1:28 1:31 1:34 1:37 1:40 1:43 1:11 1:14 1:17 1:20 1:23 1:26 1:29 1:32 1:35 1:38 1:41 1:44 1:47 <box>10 820 340 824</box>
translation-it: Traduzione? <box>534 911 584 921</box>
table-row: 2:28 2:31 2:34 2:37 2:40 2:43 2:46 2:49 2:52 2:55 2:58 3:01 3:04 2:32 2:35 2:38 2:41 2:44 2:47 2:50 2:53 2:56 2:59 3:02 3:05 3:08 <box>10 857 340 861</box>
table-row: 5:54 5:57 6:00 6:03 6:06 6:09 6:12 6:15 6:18 6:21 6:24 6:27 6:30 5:58 6:01 6:04 6:07 6:10 6:13 6:16 6:19 6:22 6:25 6:28 6:31 6:34 <box>10 442 382 446</box>
stop-header: Dormont Junction <box>67 43 81 89</box>
table-row: 9:48 9:51 9:54 9:57 10:00 10:03 10:06 10:09 10:12 10:15 10:18 10:21 10:24 9:52 9:55 9:58 10:01 10:04 10:07 10:10 10:13 10:16 10:19 10:22 10:25 10:28 <box>12 221 381 225</box>
table-row: 7:52 7:55 7:58 8:01 8:04 8:07 8:10 8:13 8:16 8:19 8:22 8:25 8:28 7:56 7:59 8:02 8:05 8:08 8:11 8:14 8:17 8:20 8:23 8:26 8:29 8:32 <box>10 1004 340 1008</box>
table-row: 6:58 7:01 7:04 7:07 7:10 7:13 7:16 7:19 7:22 7:25 7:28 7:31 7:34 7:02 7:05 7:08 7:11 7:14 7:17 7:20 7:23 7:26 7:29 7:32 7:35 7:38 <box>10 652 340 656</box>
stop-header: Allegheny <box>182 43 196 89</box>
stop-header: Gateway <box>153 43 167 89</box>
direction-outbound: To Beechview - Castle Shannon - South Hills Village <box>196 34 382 42</box>
special-fares-body: Children ages 6-11 pay half the full ConnectCard fare with a Kid's ConnectCard. <box>400 940 504 951</box>
table-row: 5:30 5:33 5:36 5:39 5:42 5:45 5:48 5:51 5:54 5:57 6:00 6:03 6:06 5:34 5:37 5:40 5:43 5:46 5:49 5:52 5:55 5:58 6:01 6:04 6:07 6:10 <box>386 90 758 94</box>
red-line-logo: Red Line <box>649 861 675 887</box>
table-row: 2:55 2:58 3:01 3:04 3:07 3:10 3:13 3:16 3:19 3:22 3:25 3:28 3:31 2:59 3:02 3:05 3:08 3:11 3:14 3:17 3:20 3:23 3:26 3:29 3:32 3:35 <box>10 869 340 873</box>
table-row: 7:43 7:46 7:49 7:52 7:55 7:58 8:01 8:04 8:07 8:10 8:13 8:16 8:19 7:47 7:50 7:53 7:56 7:59 8:02 8:05 8:08 8:11 8:14 8:17 8:20 8:23 <box>10 1000 340 1004</box>
table-row: 1:36 1:39 1:42 1:45 1:48 1:51 1:54 1:57 2:00 2:03 2:06 2:09 2:12 1:40 1:43 1:46 1:49 1:52 1:55 1:58 2:01 2:04 2:07 2:10 2:13 2:16 <box>386 311 758 315</box>
stop-header: Wood Street <box>515 43 529 89</box>
stop-header: Castle Shannon <box>302 597 315 643</box>
table-row: 7:45 7:48 7:51 7:54 7:57 8:00 8:03 8:06 8:09 8:12 8:15 8:18 8:21 7:49 7:52 7:55 7:58 8:01 8:04 8:07 8:10 8:13 8:16 8:19 8:22 8:25 <box>386 479 758 483</box>
table-row: 8:54 8:57 9:00 9:03 9:06 9:09 9:12 9:15 9:18 9:21 9:24 9:27 9:30 8:58 9:01 9:04 9:07 9:10 9:13 9:16 9:19 9:22 9:25 9:28 9:31 9:34 <box>10 524 382 528</box>
stop-header: Allegheny <box>572 43 586 89</box>
table-row: 9:12 9:15 9:18 9:21 9:24 9:27 9:30 9:33 9:36 9:39 9:42 9:45 9:48 9:16 9:19 9:22 9:25 9:28 9:31 9:34 9:37 9:40 9:43 9:46 9:49 9:52 <box>10 532 382 536</box>
table-row: 6:58 7:01 7:04 7:07 7:10 7:13 7:16 7:19 7:22 7:25 7:28 7:31 7:34 7:02 7:05 7:08 7:11 7:14 7:17 7:20 7:23 7:26 7:29 7:32 7:35 7:38 <box>10 980 340 984</box>
service-notes-heading: SERVICE NOTES <box>358 692 508 703</box>
table-row: 9:12 9:15 9:18 9:21 9:24 9:27 9:30 9:33 9:36 9:39 9:42 9:45 9:48 9:16 9:19 9:22 9:25 9:28 9:31 9:34 9:37 9:40 9:43 9:46 9:49 9:52 <box>10 205 382 209</box>
stop-header: South Hills Junction <box>472 43 486 89</box>
table-row: 11:12 11:15 11:18 11:21 11:24 11:27 11:30 11:33 11:36 11:39 11:42 11:45 11:48 11:16 11:19 11:22 11:25 11:28 11:31 11:34 11:37 11:40 11:43 11:46 11:49 11:52 <box>387 245 757 250</box>
table-row: 10:45 10:48 10:51 10:54 10:57 11:00 11:03 11:06 11:09 11:12 11:15 11:18 11:21 10:49 10:52 10:55 10:58 11:01 11:04 11:07 11:10 11:13 11:16 11:19 11:22 11:25 <box>387 233 757 238</box>
table-row: 5:00 5:03 5:06 5:09 5:12 5:15 5:18 5:21 5:24 5:27 5:30 5:33 5:36 5:04 5:07 5:10 5:13 5:16 5:19 5:22 5:25 5:28 5:31 5:34 5:37 5:40 <box>10 418 382 422</box>
table-row: 5:45 5:48 5:51 5:54 5:57 6:00 6:03 6:06 6:09 6:12 6:15 6:18 6:21 5:49 5:52 5:55 5:58 6:01 6:04 6:07 6:10 6:13 6:16 6:19 6:22 6:25 <box>10 110 382 114</box>
